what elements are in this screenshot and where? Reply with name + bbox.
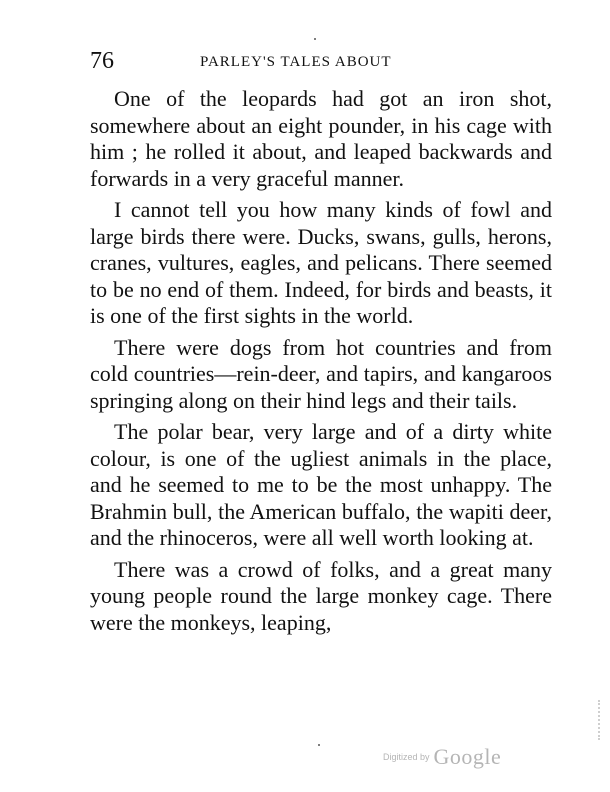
page-number: 76	[90, 48, 114, 74]
paragraph: The polar bear, very large and of a dirty white colour, is one of the ugliest animals in the place, and he seemed to me to be the most unhappy. The Brahmin bull, the American buffalo, the wapiti deer, and the rhinoceros, were all well worth looking at.	[90, 419, 552, 550]
watermark-prefix: Digitized by	[383, 752, 430, 762]
ink-speck	[318, 744, 320, 746]
paragraph: One of the leopards had got an iron shot, somewhere about an eight pounder, in his cage with him ; he rolled it about, and leaped backwards and forwards in a very graceful manner.	[90, 86, 552, 191]
running-title: PARLEY'S TALES ABOUT	[200, 54, 392, 70]
digitized-by-google-watermark	[383, 744, 501, 768]
paragraph: I cannot tell you how many kinds of fowl and large birds there were. Ducks, swans, gulls, herons, cranes, vultures, eagles, and pelicans. There seemed to be no end of them. Indeed, for birds and beasts, it is one of the first sights in the world.	[90, 197, 552, 328]
page-edge-mark	[598, 700, 602, 740]
paragraph: There was a crowd of folks, and a great many young people round the large monkey cage. There were the monkeys, leaping,	[90, 556, 552, 635]
paragraph: There were dogs from hot countries and from cold countries—rein-deer, and tapirs, and kangaroos springing along on their hind legs and their tails.	[90, 334, 552, 413]
body-text	[90, 86, 552, 641]
running-head	[90, 46, 552, 76]
google-logo: Google	[433, 744, 502, 769]
ink-speck	[314, 38, 316, 40]
